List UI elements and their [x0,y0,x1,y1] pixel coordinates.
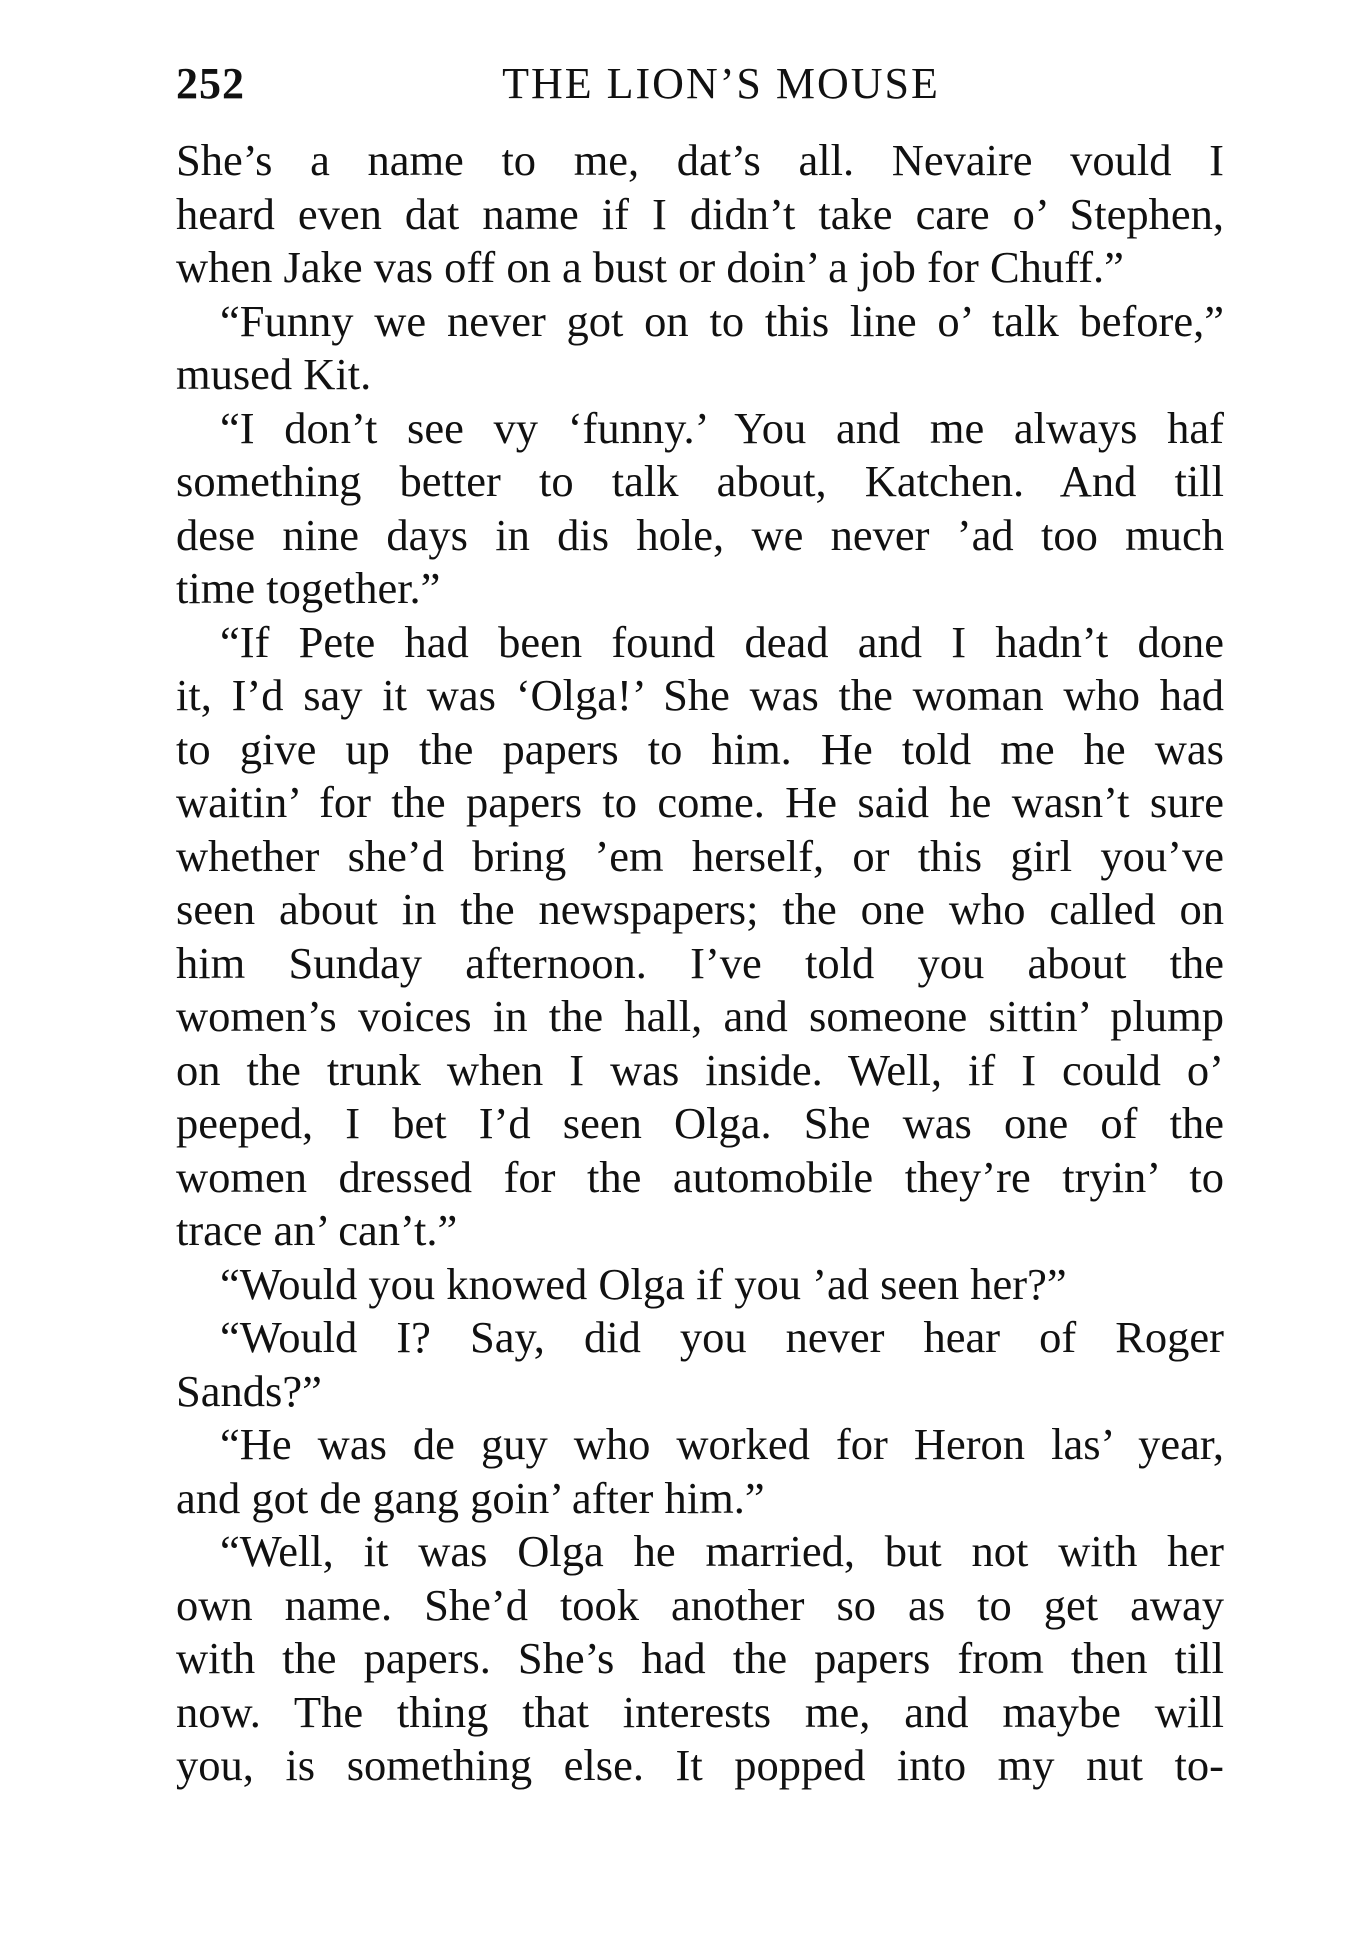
text-line: She’s a name to me, dat’s all. Nevaire vould I [176,135,1224,185]
text-line: “Would I? Say, did you never hear of Roger [220,1312,1224,1362]
text-line: Sands?” [176,1365,322,1416]
running-head [176,58,1226,114]
text-line: “If Pete had been found dead and I hadn’t done [220,616,1224,667]
text-line: waitin’ for the papers to come. He said he wasn’t sure [176,777,1224,827]
text-line: when Jake vas off on a bust or doin’ a job for Chuff.” [176,242,1124,292]
text-line: you, is something else. It popped into my nut to- [176,1740,1224,1790]
text-line: time together.” [176,563,441,613]
text-line: “Well, it was Olga he married, but not with her [220,1526,1224,1576]
text-line: dese nine days in dis hole, we never ’ad too much [176,509,1224,560]
text-line: mused Kit. [176,349,372,399]
page-number: 252 [176,59,245,108]
text-line: women’s voices in the hall, and someone sittin’ plump [176,991,1224,1041]
text-line: to give up the papers to him. He told me he was [176,723,1224,774]
body-text [176,134,1224,1793]
text-line: women dressed for the automobile they’re tryin’ to [176,1151,1224,1202]
text-line: something better to talk about, Katchen. And till [176,456,1224,506]
text-line: him Sunday afternoon. I’ve told you about the [176,937,1224,988]
text-line: “I don’t see vy ‘funny.’ You and me always haf [220,402,1224,453]
text-line: “Would you knowed Olga if you ’ad seen her?” [220,1258,1067,1309]
text-line: own name. She’d took another so as to get away [176,1579,1224,1630]
text-line: peeped, I bet I’d seen Olga. She was one of the [176,1098,1224,1148]
text-line: seen about in the newspapers; the one who called on [176,884,1224,934]
text-line: on the trunk when I was inside. Well, if I could o’ [176,1044,1224,1095]
text-line: heard even dat name if I didn’t take care o’ Stephen, [176,188,1224,239]
running-title: THE LION’S MOUSE [502,59,940,108]
text-line: it, I’d say it was ‘Olga!’ She was the woman who had [176,670,1224,720]
text-line: “Funny we never got on to this line o’ talk before,” [220,295,1224,346]
text-line: “He was de guy who worked for Heron las’ year, [220,1419,1224,1469]
text-line: now. The thing that interests me, and maybe will [176,1686,1224,1737]
text-line: trace an’ can’t.” [176,1205,458,1255]
text-line: with the papers. She’s had the papers from then till [176,1633,1224,1683]
text-line: and got de gang goin’ after him.” [176,1472,765,1523]
text-line: whether she’d bring ’em herself, or this girl you’ve [176,830,1224,881]
